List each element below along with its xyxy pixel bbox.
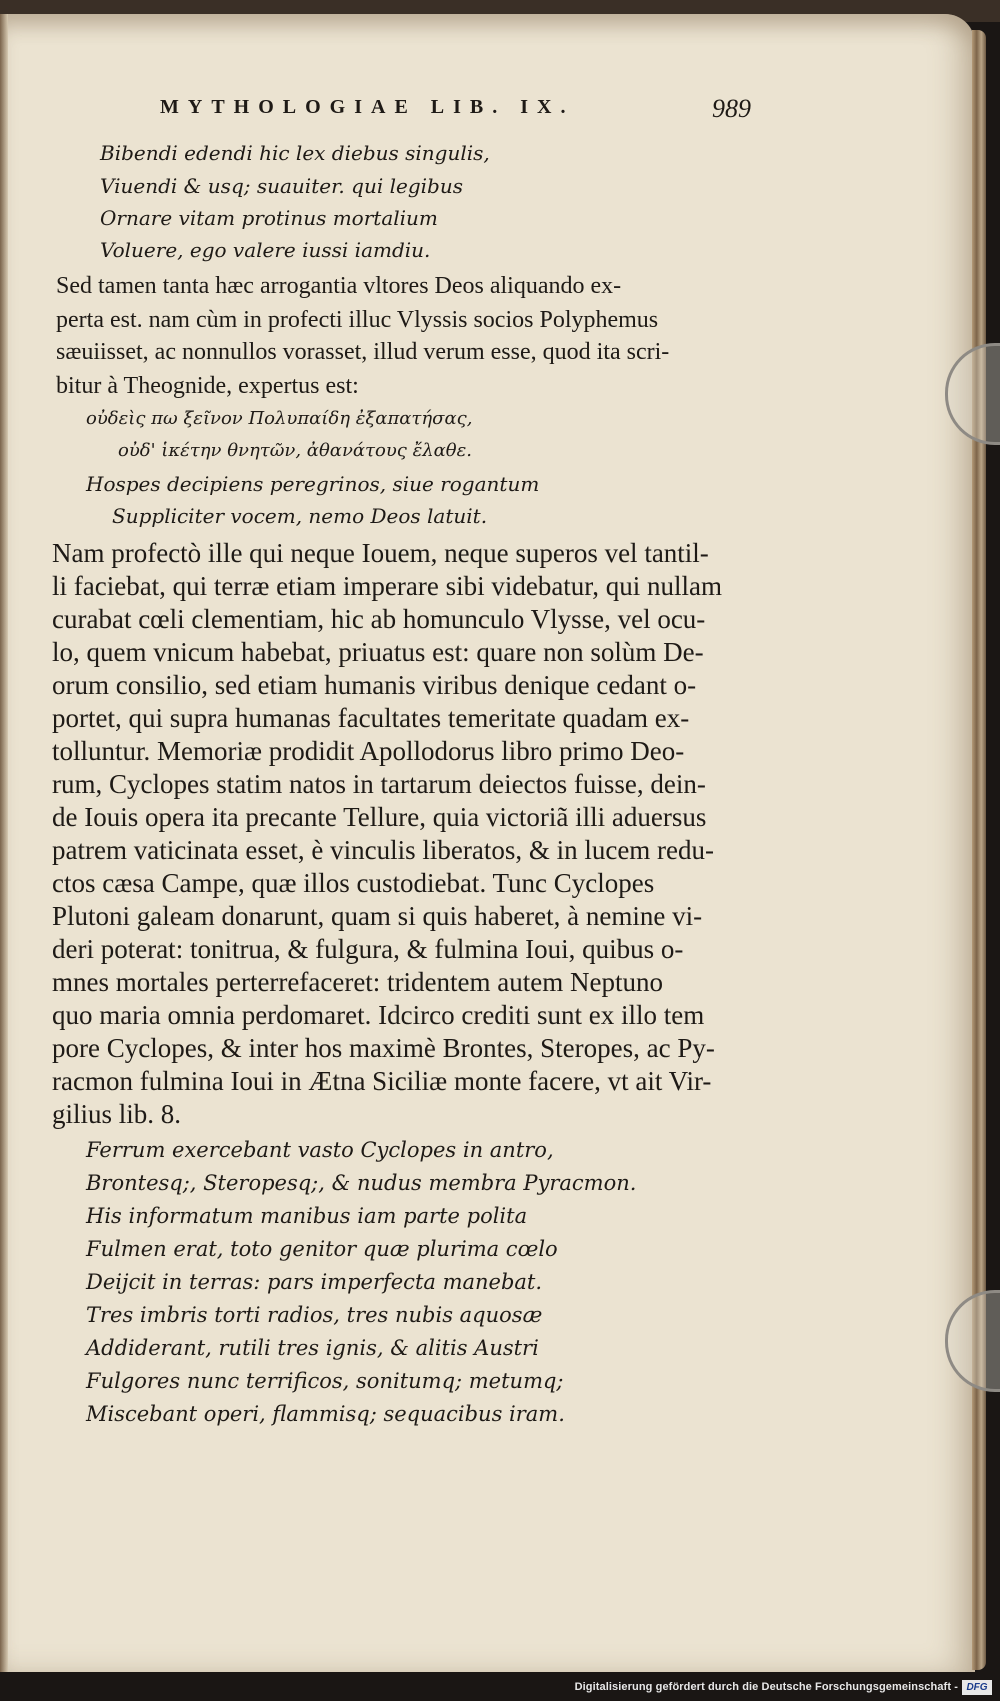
verse-line: Bibendi edendi hic lex diebus singulis,	[100, 141, 490, 165]
verse-line: Deijcit in terras: pars imperfecta manebat.	[86, 1270, 543, 1294]
prose-line: patrem vaticinata esset, è vinculis liberatos, & in lucem redu-	[52, 835, 715, 865]
verse-line: His informatum manibus iam parte polita	[86, 1204, 528, 1228]
greek-line: οὐδεὶς πω ξεῖνον Πολυπαίδη ἐξαπατήσας,	[86, 408, 473, 429]
page-stack-edge	[972, 30, 986, 1670]
prose-line: racmon fulmina Ioui in Ætna Siciliæ monte facere, vt ait Vir-	[52, 1066, 712, 1096]
prose-line: orum consilio, sed etiam humanis viribus denique cedant o-	[52, 670, 697, 700]
book-gutter	[0, 14, 8, 1674]
verse-line: Tres imbris torti radios, tres nubis aquosæ	[86, 1303, 543, 1327]
prose-line: deri poterat: tonitrua, & fulgura, & fulmina Ioui, quibus o-	[52, 934, 684, 964]
verse-line: Fulmen erat, toto genitor quæ plurima cœlo	[86, 1237, 558, 1261]
prose-line: sæuiisset, ac nonnullos vorasset, illud verum esse, quod ita scri-	[56, 339, 670, 365]
prose-line: bitur à Theognide, expertus est:	[56, 373, 359, 399]
prose-line: Plutoni galeam donarunt, quam si quis haberet, à nemine vi-	[52, 901, 703, 931]
verse-line: Miscebant operi, flammisq; sequacibus iram.	[86, 1402, 565, 1426]
greek-line: οὐδ' ἱκέτην θνητῶν, ἀθανάτους ἔλαθε.	[118, 440, 473, 461]
running-head: MYTHOLOGIAE LIB. IX.	[160, 96, 575, 118]
prose-line: quo maria omnia perdomaret. Idcirco crediti sunt ex illo tem	[52, 1000, 705, 1030]
verse-line: Fulgores nunc terrificos, sonitumq; metumq;	[86, 1369, 564, 1393]
verse-line: Addiderant, rutili tres ignis, & alitis Austri	[86, 1336, 539, 1360]
prose-line: Sed tamen tanta hæc arrogantia vltores Deos aliquando ex-	[56, 273, 622, 299]
prose-line: gilius lib. 8.	[52, 1099, 182, 1129]
dfg-logo: DFG	[962, 1680, 992, 1695]
prose-line: li faciebat, qui terræ etiam imperare sibi videbatur, qui nullam	[52, 571, 722, 601]
prose-line: pore Cyclopes, & inter hos maximè Brontes, Steropes, ac Py-	[52, 1033, 715, 1063]
prose-line: tolluntur. Memoriæ prodidit Apollodorus libro primo Deo-	[52, 736, 685, 766]
prose-line: curabat cœli clementiam, hic ab homunculo Vlysse, vel ocu-	[52, 604, 706, 634]
prose-line: portet, qui supra humanas facultates temeritate quadam ex-	[52, 703, 690, 733]
funding-credit: Digitalisierung gefördert durch die Deutsche Forschungsgemeinschaft -	[574, 1681, 958, 1693]
verse-line: Ferrum exercebant vasto Cyclopes in antro,	[86, 1138, 554, 1162]
prose-line: rum, Cyclopes statim natos in tartarum deiectos fuisse, dein-	[52, 769, 706, 799]
verse-line: Viuendi & usq; suauiter. qui legibus	[100, 174, 463, 198]
prose-line: mnes mortales perterrefaceret: tridentem autem Neptuno	[52, 967, 663, 997]
verse-line: Ornare vitam protinus mortalium	[100, 206, 438, 230]
verse-line: Suppliciter vocem, nemo Deos latuit.	[112, 504, 488, 528]
page-number: 989	[712, 94, 751, 123]
verse-line: Brontesq;, Steropesq;, & nudus membra Pyracmon.	[86, 1171, 637, 1195]
prose-line: Nam profectò ille qui neque Iouem, neque superos vel tantil-	[52, 538, 709, 568]
verse-line: Voluere, ego valere iussi iamdiu.	[100, 238, 431, 262]
verse-line: Hospes decipiens peregrinos, siue rogantum	[86, 472, 540, 496]
prose-line: lo, quem vnicum habebat, priuatus est: quare non solùm De-	[52, 637, 704, 667]
prose-line: perta est. nam cùm in profecti illuc Vlyssis socios Polyphemus	[56, 307, 659, 333]
prose-line: ctos cæsa Campe, quæ illos custodiebat. Tunc Cyclopes	[52, 868, 655, 898]
prose-line: de Iouis opera ita precante Tellure, quia victoriã illi aduersus	[52, 802, 707, 832]
